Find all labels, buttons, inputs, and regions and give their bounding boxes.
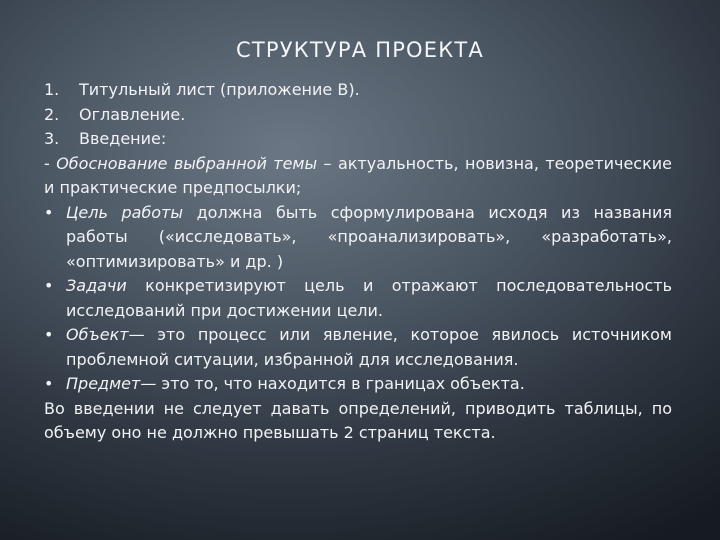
item-text: Оглавление. — [79, 104, 186, 124]
bullet-text: конкретизируют цель и отражают последовательность исследований при достижении цели. — [66, 276, 672, 320]
bullet-text: должна быть сформулирована исходя из названия работы («исследовать», «проанализировать», «разработать», «оптимизировать» и др. ) — [66, 202, 673, 271]
closing-paragraph: Во введении не следует давать определений, приводить таблицы, по объему оно не должно превышать 2 страниц текста. — [44, 398, 672, 442]
bullet-item — [44, 201, 672, 275]
numbered-item — [44, 103, 672, 128]
slide-title: СТРУКТУРА ПРОЕКТА — [236, 38, 484, 62]
dash-item — [44, 152, 672, 201]
bullet-marker: • — [44, 325, 54, 344]
numbered-item — [44, 78, 672, 103]
bullet-marker: • — [44, 374, 54, 393]
item-number: 3. — [44, 129, 60, 148]
item-number: 2. — [44, 104, 60, 124]
bullet-emphasis: Объект — [66, 325, 129, 344]
item-text: Титульный лист (приложение В). — [79, 80, 360, 99]
dash-marker: - — [44, 153, 50, 173]
bullet-emphasis: Предмет — [66, 374, 141, 393]
bullet-emphasis: Цель работы — [66, 202, 184, 222]
bullet-item — [44, 274, 672, 323]
slide-content — [44, 78, 672, 446]
bullet-item — [44, 323, 672, 372]
bullet-item — [44, 372, 672, 397]
bullet-emphasis: Задачи — [66, 276, 127, 295]
bullet-marker: • — [44, 202, 54, 222]
dash-emphasis: Обоснование выбранной темы — [56, 153, 318, 173]
numbered-item — [44, 127, 672, 152]
item-text: Введение: — [79, 129, 167, 148]
bullet-text: — это то, что находится в границах объекта. — [140, 374, 525, 393]
bullet-marker: • — [44, 276, 54, 295]
bullet-text: — это процесс или явление, которое явилось источником проблемной ситуации, избранной для исследования. — [66, 325, 672, 369]
item-number: 1. — [44, 80, 60, 99]
dash-text: – актуальность, новизна, теоретические и практические предпосылки; — [44, 153, 672, 197]
